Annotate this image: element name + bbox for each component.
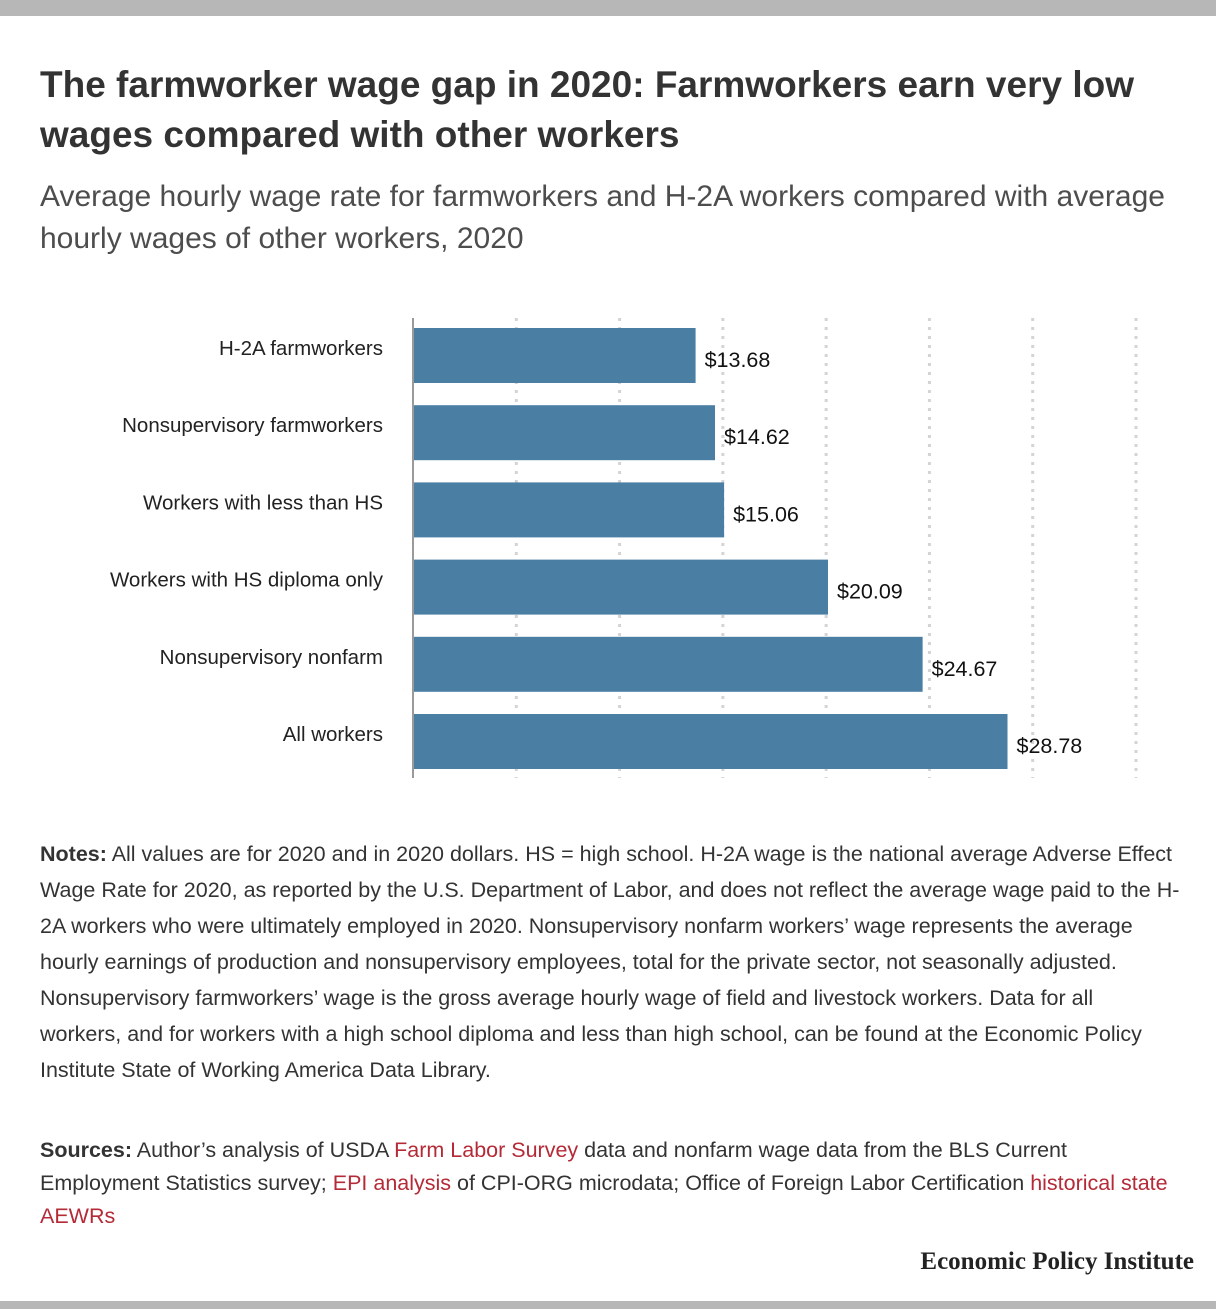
bottom-border bbox=[0, 1301, 1216, 1309]
top-border bbox=[0, 0, 1216, 16]
category-label: Workers with less than HS bbox=[142, 491, 383, 515]
chart-subtitle: Average hourly wage rate for farmworkers and H-2A workers compared with average hourly wages of other workers, 2020 bbox=[40, 180, 1165, 255]
category-label: Nonsupervisory farmworkers bbox=[122, 414, 383, 438]
bar-chart bbox=[0, 300, 1216, 800]
value-label: $14.62 bbox=[724, 425, 790, 450]
sources-text-3: of CPI-ORG microdata; Office of Foreign Labor Certification bbox=[451, 1171, 1031, 1195]
sources-text-1: Author’s analysis of USDA bbox=[132, 1138, 395, 1162]
value-label: $13.68 bbox=[704, 348, 771, 372]
sources bbox=[40, 1134, 1180, 1233]
chart-title: The farmworker wage gap in 2020: Farmworkers earn very low wages compared with other workers bbox=[40, 64, 1134, 155]
bar bbox=[413, 560, 828, 615]
category-label: All workers bbox=[282, 723, 383, 746]
farm-labor-survey-link[interactable]: Farm Labor Survey bbox=[394, 1138, 579, 1162]
notes-text: All values are for 2020 and in 2020 dollars. HS = high school. H-2A wage is the national average Adverse Effect Wage Rate for 2020, as reported by the U.S. Department of Labor, and does not reflect the average wage paid to the H-2A workers who were ultimately employed in 2020. Nonsupervisory nonfarm workers’ wage represents the average hourly earnings of production and nonsupervisory employees, total for the private sector, not seasonally adjusted. Nonsupervisory farmworkers’ wage is the gross average hourly wage of field and livestock workers. Data for all workers, and for workers with a high school diploma and less than high school, can be found at the Economic Policy Institute State of Working America Data Library. bbox=[40, 842, 1180, 1082]
category-label: H-2A farmworkers bbox=[218, 337, 383, 360]
value-label: $20.09 bbox=[837, 579, 903, 604]
historical-aewrs-link[interactable]: historical state AEWRs bbox=[40, 1171, 1168, 1228]
category-label: Workers with HS diploma only bbox=[109, 568, 383, 592]
bar bbox=[413, 714, 1008, 769]
bar bbox=[413, 405, 715, 460]
bar bbox=[413, 482, 724, 537]
value-label: $24.67 bbox=[931, 656, 998, 681]
value-label: $28.78 bbox=[1016, 734, 1083, 758]
bar bbox=[413, 637, 923, 692]
category-label: Nonsupervisory nonfarm bbox=[159, 645, 383, 669]
notes-label: Notes: bbox=[40, 842, 107, 866]
value-label: $15.06 bbox=[733, 502, 799, 527]
epi-logo: Economic Policy Institute bbox=[920, 1248, 1194, 1275]
sources-label: Sources: bbox=[40, 1138, 133, 1162]
epi-analysis-link[interactable]: EPI analysis bbox=[332, 1171, 452, 1195]
bar bbox=[413, 328, 696, 383]
sources-text-2: data and nonfarm wage data from the BLS Current Employment Statistics survey; bbox=[40, 1138, 1067, 1195]
notes bbox=[40, 836, 1180, 1088]
